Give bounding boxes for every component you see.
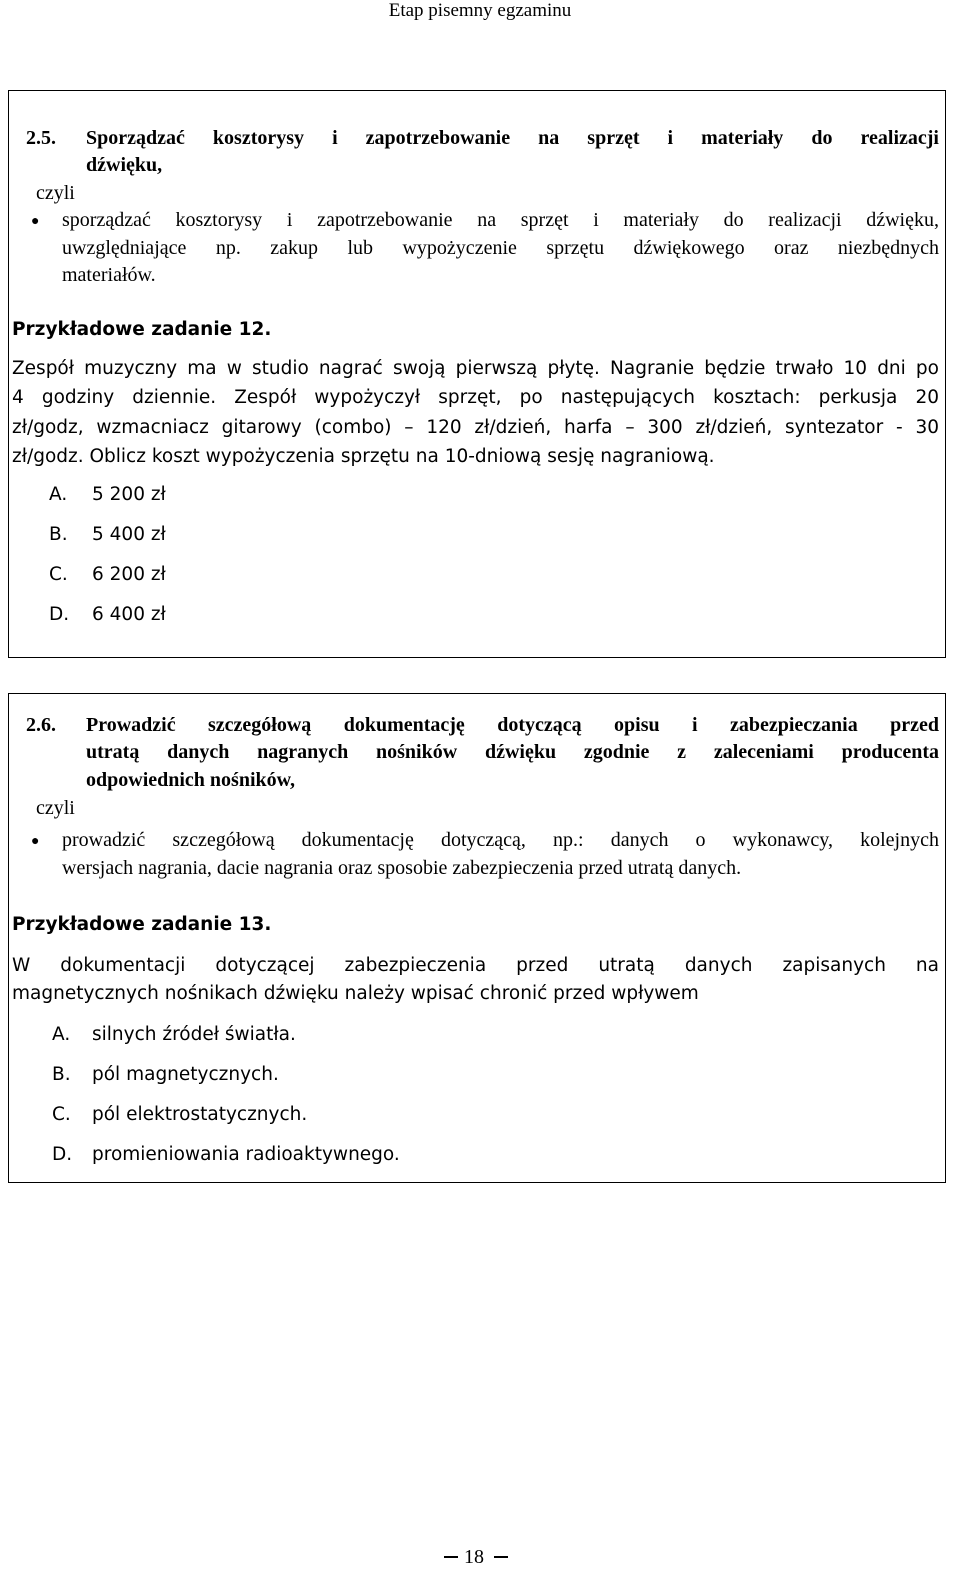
answer-text: pól elektrostatycznych.	[92, 1104, 308, 1125]
section-heading-line: Prowadzić szczegółową dokumentację dotyczącą opisu i zabezpieczania przed	[86, 714, 939, 736]
page-number-dash-left	[444, 1556, 458, 1558]
answer-letter: D.	[49, 604, 70, 625]
bullet-icon: ●	[31, 214, 40, 229]
answer-letter: C.	[52, 1104, 71, 1125]
section-number: 2.5.	[26, 127, 56, 149]
section-2-5-box	[8, 90, 946, 658]
task-text-line: magnetycznych nośnikach dźwięku należy wpisać chronić przed wpływem	[12, 983, 699, 1004]
answer-letter: A.	[49, 484, 68, 505]
czyli-label: czyli	[36, 797, 75, 819]
page-header: Etap pisemny egzaminu	[388, 0, 572, 21]
answer-letter: A.	[52, 1024, 71, 1045]
section-2-6-box	[8, 693, 946, 1183]
answer-letter: D.	[52, 1144, 73, 1165]
czyli-label: czyli	[36, 182, 75, 204]
bullet-text-line: sporządzać kosztorysy i zapotrzebowanie na sprzęt i materiały do realizacji dźwięku,	[62, 209, 939, 231]
answer-letter: C.	[49, 564, 68, 585]
bullet-text-line: materiałów.	[62, 264, 156, 286]
task-title: Przykładowe zadanie 13.	[12, 914, 272, 935]
answer-text: silnych źródeł światła.	[92, 1024, 296, 1045]
bullet-text-line: prowadzić szczegółową dokumentację dotyczącą, np.: danych o wykonawcy, kolejnych	[62, 829, 939, 851]
answer-text: 5 200 zł	[92, 484, 166, 505]
bullet-text-line: uwzględniające np. zakup lub wypożyczenie sprzętu dźwiękowego oraz niezbędnych	[62, 237, 939, 259]
answer-text: promieniowania radioaktywnego.	[92, 1144, 400, 1165]
section-heading-line: Sporządzać kosztorysy i zapotrzebowanie na sprzęt i materiały do realizacji	[86, 127, 939, 149]
task-text-line: 4 godziny dziennie. Zespół wypożyczył sprzęt, po następujących kosztach: perkusja 20	[12, 387, 939, 408]
page-number-dash-right	[494, 1556, 508, 1558]
section-heading-line: dźwięku,	[86, 154, 163, 176]
answer-text: 6 400 zł	[92, 604, 166, 625]
answer-text: pól magnetycznych.	[92, 1064, 279, 1085]
bullet-icon: ●	[31, 834, 40, 849]
answer-text: 6 200 zł	[92, 564, 166, 585]
section-heading-line: utratą danych nagranych nośników dźwięku zgodnie z zaleceniami producenta	[86, 741, 939, 763]
task-text-line: W dokumentacji dotyczącej zabezpieczenia przed utratą danych zapisanych na	[12, 955, 939, 976]
bullet-text-line: wersjach nagrania, dacie nagrania oraz sposobie zabezpieczenia przed utratą danych.	[62, 857, 742, 879]
task-text-line: Zespół muzyczny ma w studio nagrać swoją pierwszą płytę. Nagranie będzie trwało 10 dni po	[12, 358, 939, 379]
task-text-line: zł/godz. Oblicz koszt wypożyczenia sprzętu na 10-dniową sesję nagraniową.	[12, 446, 715, 467]
answer-text: 5 400 zł	[92, 524, 166, 545]
section-heading-line: odpowiednich nośników,	[86, 769, 295, 791]
section-number: 2.6.	[26, 714, 56, 736]
answer-letter: B.	[52, 1064, 71, 1085]
answer-letter: B.	[49, 524, 68, 545]
task-text-line: zł/godz, wzmacniacz gitarowy (combo) – 120 zł/dzień, harfa – 300 zł/dzień, syntezator - 30	[12, 417, 939, 438]
page-number: 18	[464, 1546, 484, 1568]
task-title: Przykładowe zadanie 12.	[12, 319, 272, 340]
